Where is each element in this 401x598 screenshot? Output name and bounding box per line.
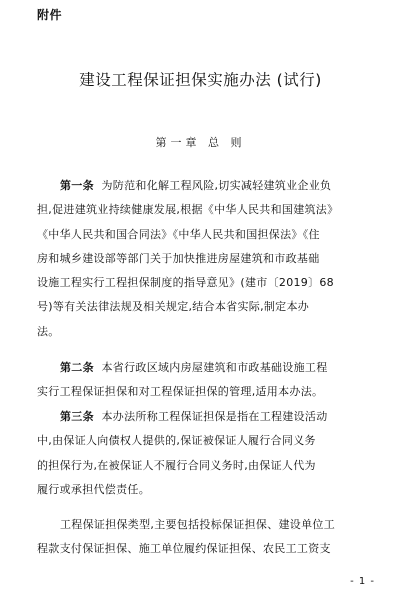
article-label: 第一条 [60, 179, 94, 192]
line-text: 程款支付保证担保、施工单位履约保证担保、农民工工资支 [37, 542, 331, 556]
article-label: 第三条 [60, 410, 94, 423]
paragraph-line [37, 478, 359, 502]
article-paragraph [37, 405, 359, 502]
paragraph-line [37, 405, 359, 429]
paragraph-line [37, 247, 359, 271]
line-text: 本办法所称工程保证担保是指在工程建设活动 [101, 410, 328, 423]
paragraph-line [37, 537, 359, 561]
line-text: 房和城乡建设部等部门关于加快推进房屋建筑和市政基础 [37, 251, 320, 265]
article-label: 第二条 [60, 361, 94, 374]
paragraph-line [37, 174, 359, 198]
paragraph-line [37, 356, 359, 380]
line-text: 法。 [37, 324, 60, 338]
line-text: 本省行政区域内房屋建筑和市政基础设施工程 [101, 361, 328, 374]
paragraph-line [37, 429, 359, 453]
paragraph-line [37, 198, 359, 222]
paragraph-line [37, 454, 359, 478]
paragraph-line [37, 223, 359, 247]
line-text: 工程保证担保类型,主要包括投标保证担保、建设单位工 [60, 518, 335, 531]
line-text: 中,由保证人向债权人提供的,保证被保证人履行合同义务 [37, 434, 316, 448]
line-text: 的担保行为,在被保证人不履行合同义务时,由保证人代为 [37, 458, 316, 472]
line-text: 为防范和化解工程风险,切实减轻建筑业企业负 [101, 179, 332, 192]
paragraph-line [37, 295, 359, 319]
article-paragraph [37, 174, 359, 344]
line-text: 实行工程保证担保和对工程保证担保的管理,适用本办法。 [37, 385, 324, 399]
line-text: 《中华人民共和国合同法》《中华人民共和国担保法》《住 [37, 227, 320, 241]
paragraph-line [37, 513, 359, 537]
line-text: 号)等有关法律法规及相关规定,结合本省实际,制定本办 [37, 300, 310, 314]
line-text: 履行或承担代偿责任。 [37, 482, 150, 496]
document-title: 建设工程保证担保实施办法 (试行) [79, 71, 322, 89]
paragraph-line [37, 320, 359, 344]
chapter-heading: 第一章 总 则 [155, 136, 246, 149]
article-paragraph [37, 513, 359, 562]
attachment-label: 附件 [37, 8, 63, 22]
line-text: 担,促进建筑业持续健康发展,根据《中华人民共和国建筑法》 [37, 203, 339, 217]
paragraph-line [37, 380, 359, 404]
line-text: 设施工程实行工程担保制度的指导意见》(建市〔2019〕68 [37, 276, 334, 290]
paragraph-line [37, 271, 359, 295]
article-paragraph [37, 356, 359, 405]
page-number: - 1 - [350, 576, 375, 587]
